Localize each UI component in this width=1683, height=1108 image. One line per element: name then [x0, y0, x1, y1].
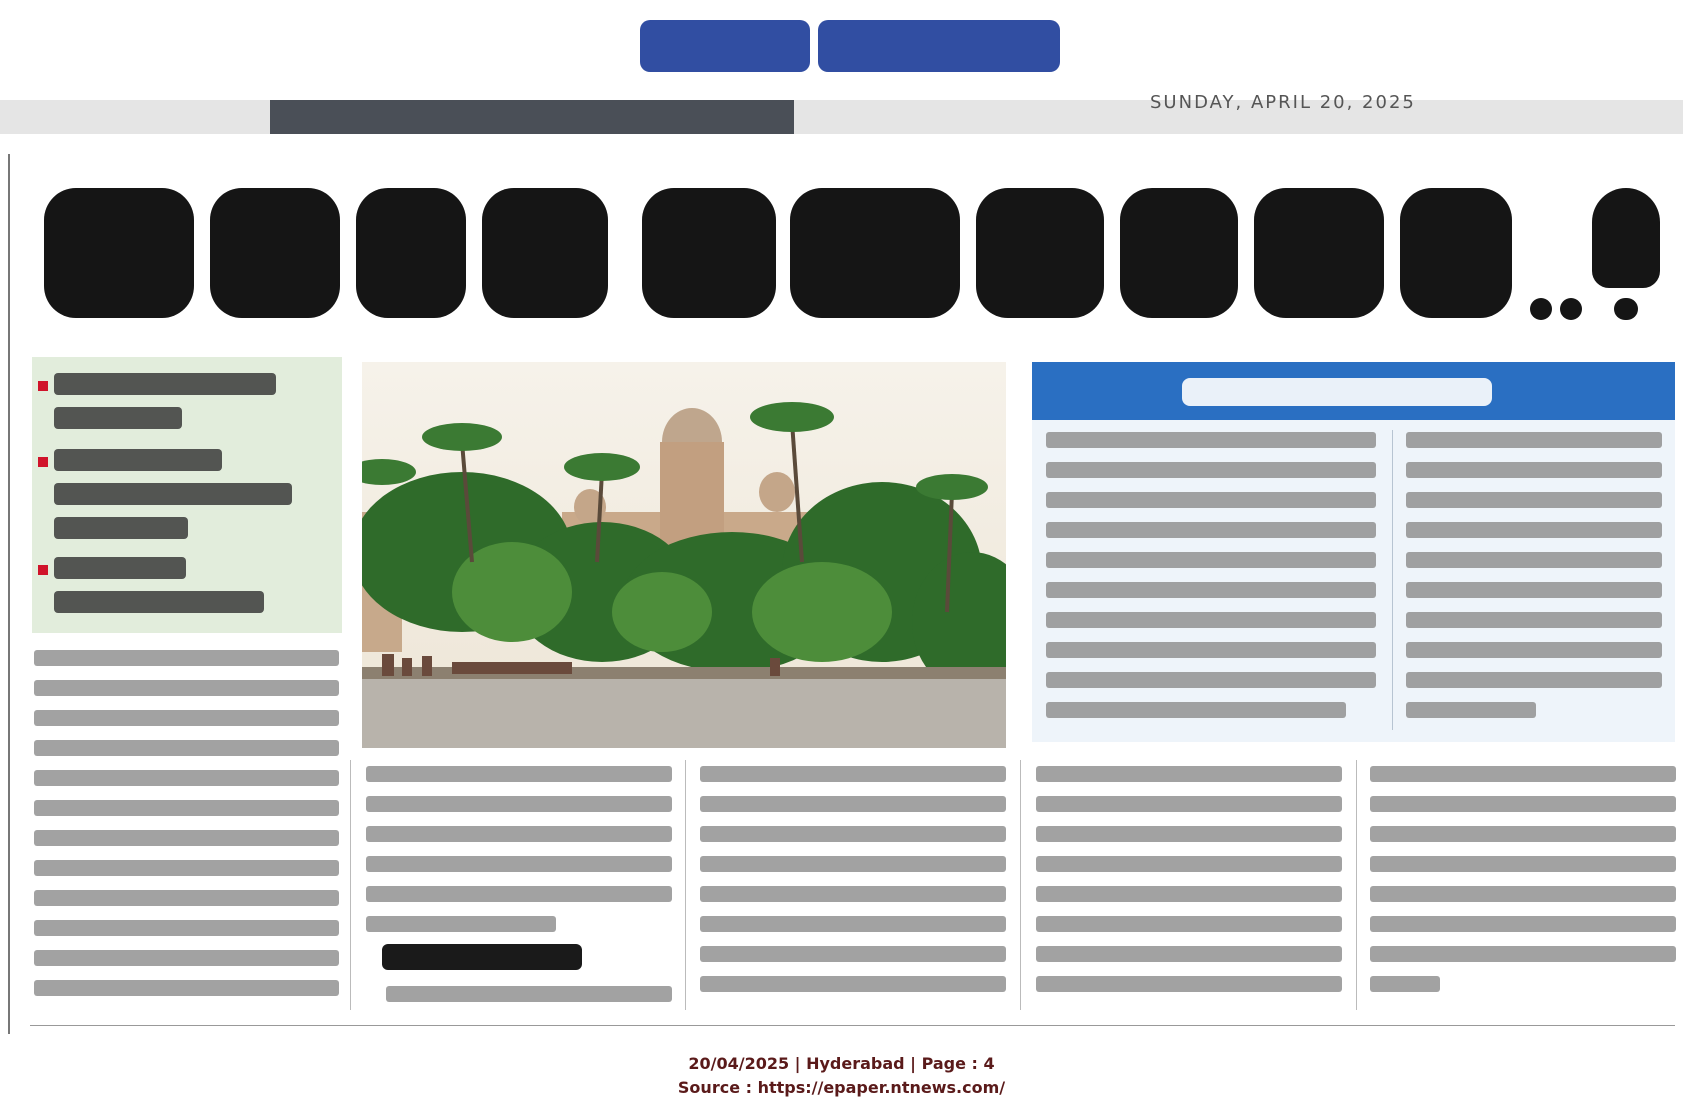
article-column-1 [34, 650, 339, 1010]
hospital-photo [362, 362, 1006, 748]
page-footer [0, 1052, 1683, 1100]
article-column-4 [1036, 766, 1342, 1006]
footer-source-line: Source : https://epaper.ntnews.com/ [677, 1078, 1006, 1097]
article-column-2 [366, 766, 672, 946]
article-subhead-lead [386, 986, 672, 1016]
highlight-item [54, 373, 276, 441]
masthead [0, 0, 1683, 100]
article-column-3 [700, 766, 1006, 1006]
header-date: SUNDAY, APRIL 20, 2025 [1150, 92, 1416, 113]
highlight-item [54, 557, 264, 625]
footer-date-line: 20/04/2025 | Hyderabad | Page : 4 [688, 1054, 995, 1073]
sidebar-column-right [1406, 432, 1662, 732]
header-band [270, 100, 794, 134]
highlight-item [54, 449, 292, 551]
page-border [8, 154, 10, 1034]
headline [30, 160, 1670, 350]
sidebar-box [1032, 362, 1675, 742]
header-strip [0, 92, 1683, 134]
sidebar-column-left [1046, 432, 1376, 732]
sidebar-header [1032, 362, 1675, 420]
article-column-5 [1370, 766, 1676, 1006]
highlights-box [32, 357, 342, 633]
article-subhead [382, 944, 582, 970]
newspaper-logo [640, 14, 1060, 78]
